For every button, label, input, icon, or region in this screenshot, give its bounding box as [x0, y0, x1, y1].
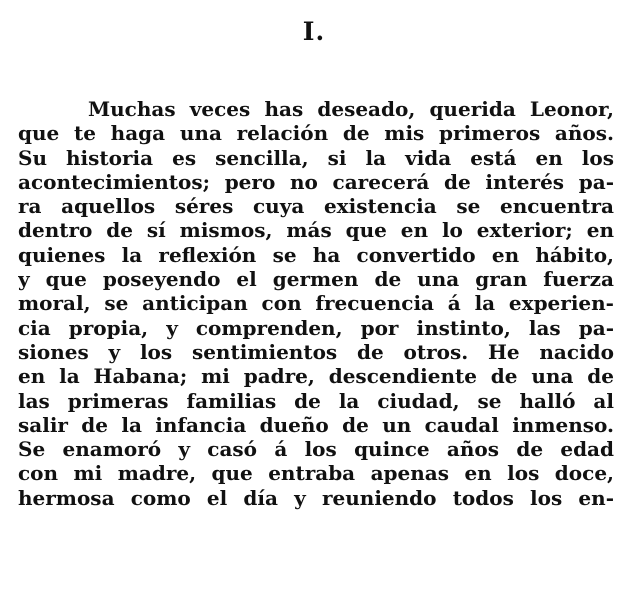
text-line: con mi madre, que entraba apenas en los doce, — [18, 461, 614, 486]
text-line: Su historia es sencilla, si la vida está en los — [18, 145, 614, 170]
text-line: quienes la reflexión se ha convertido en hábito, — [18, 242, 614, 267]
text-line: acontecimientos; pero no carecerá de interés pa- — [18, 169, 614, 194]
text-line: y que poseyendo el germen de una gran fuerza — [18, 267, 614, 292]
text-line: las primeras familias de la ciudad, se halló al — [18, 388, 614, 413]
text-line: ra aquellos séres cuya existencia se encuentra — [18, 194, 614, 219]
text-line: Muchas veces has deseado, querida Leonor, — [88, 97, 614, 121]
text-line: Se enamoró y casó á los quince años de edad — [18, 437, 614, 462]
text-line: que te haga una relación de mis primeros años. — [18, 121, 614, 146]
text-line: hermosa como el día y reuniendo todos los en- — [18, 485, 614, 510]
text-line: moral, se anticipan con frecuencia á la experien- — [18, 291, 614, 316]
text-line: en la Habana; mi padre, descendiente de una de — [18, 364, 614, 389]
chapter-heading: I. — [302, 17, 326, 46]
body-paragraph — [18, 97, 614, 510]
text-line: dentro de sí mismos, más que en lo exterior; en — [18, 218, 614, 243]
text-line: siones y los sentimientos de otros. He nacido — [18, 339, 614, 364]
text-line: salir de la infancia dueño de un caudal inmenso. — [18, 412, 614, 437]
text-line: cia propia, y comprenden, por instinto, las pa- — [18, 315, 614, 340]
